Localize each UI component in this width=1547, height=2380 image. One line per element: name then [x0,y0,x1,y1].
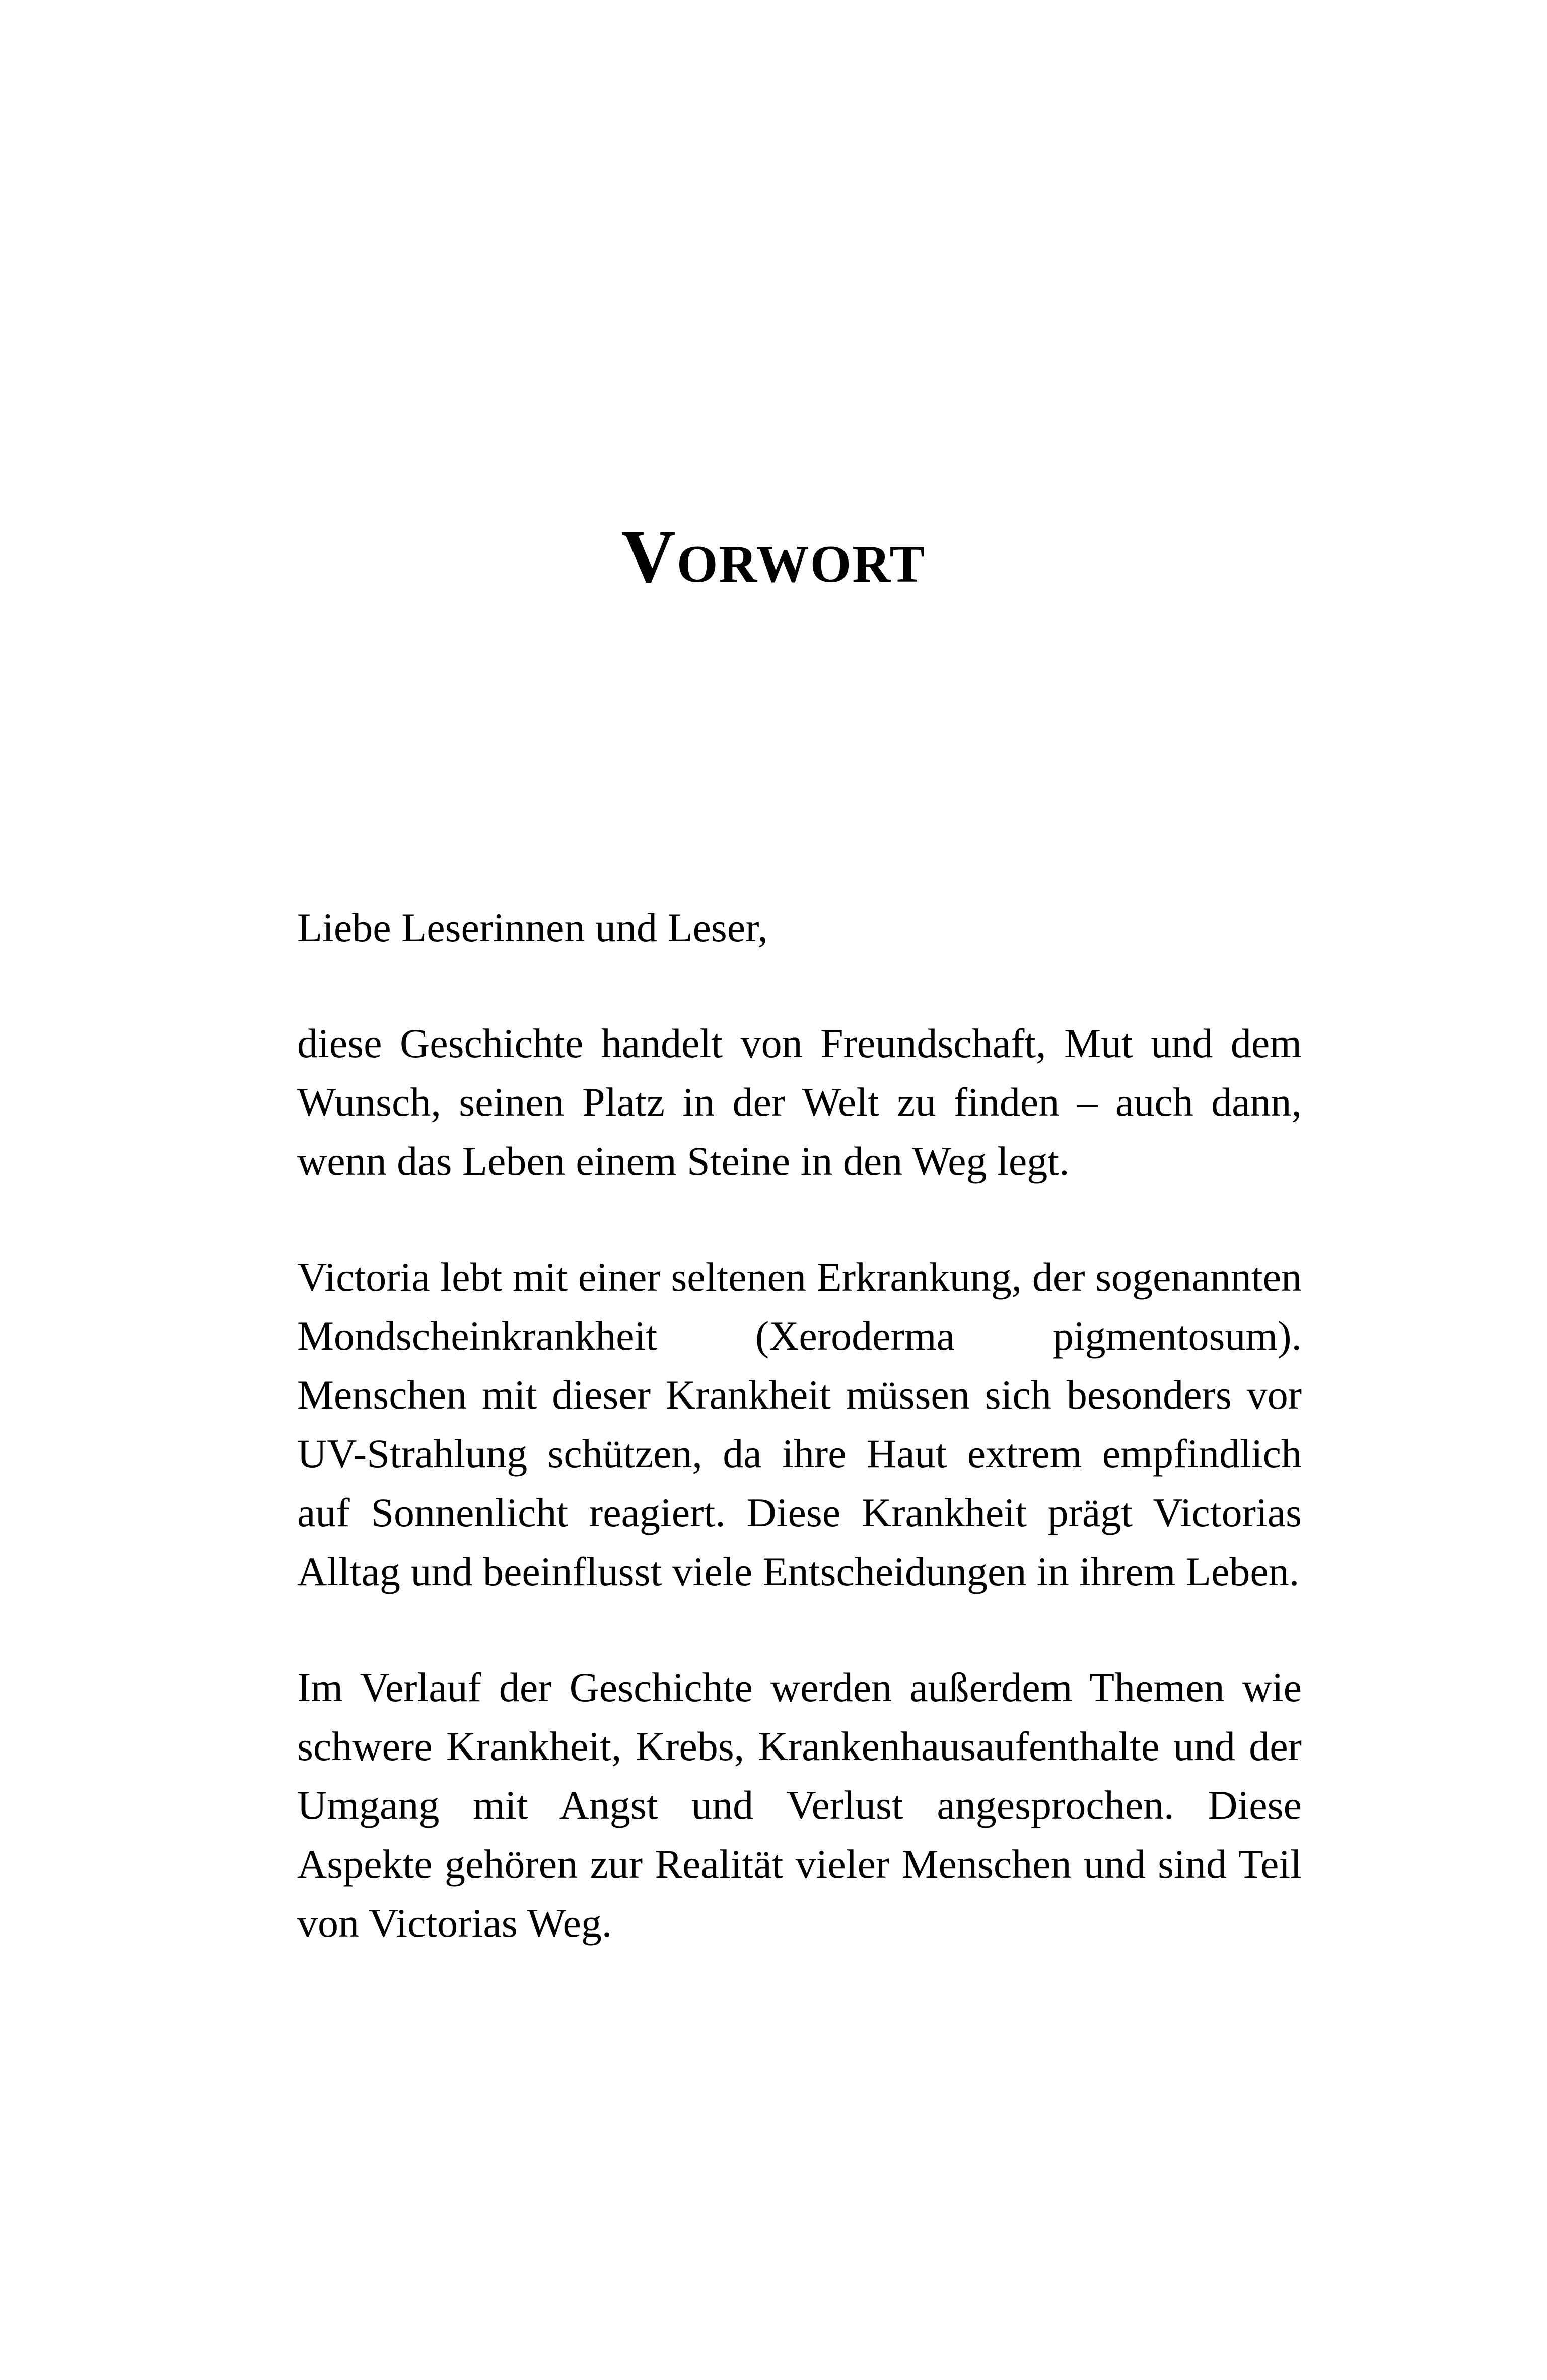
chapter-title: Vorwort [621,515,926,598]
paragraph-intro: diese Geschichte handelt von Freundschaft, Mut und dem Wunsch, seinen Platz in der Welt zu finden – auch dann, wenn das Leben einem Steine in den Weg legt. [297,1020,1302,1184]
paragraph-themes: Im Verlauf der Geschichte werden außerdem Themen wie schwere Krankheit, Krebs, Krankenhausaufenthalte und der Umgang mit Angst und Verlust angesprochen. Diese Aspekte gehören zur Realität vieler Menschen und sind Teil von Victorias Weg. [297,1664,1302,1946]
chapter-body [297,898,1302,1952]
paragraph-condition: Victoria lebt mit einer seltenen Erkrankung, der sogenannten Mondscheinkrankheit (Xeroderma pigmentosum). Menschen mit dieser Krankheit müssen sich besonders vor UV-Strahlung schützen, da ihre Haut extrem empfindlich auf Sonnenlicht reagiert. Diese Krankheit prägt Victorias Alltag und beeinflusst viele Entscheidungen in ihrem Leben. [297,1254,1302,1594]
salutation: Liebe Leserinnen und Leser, [297,904,768,950]
